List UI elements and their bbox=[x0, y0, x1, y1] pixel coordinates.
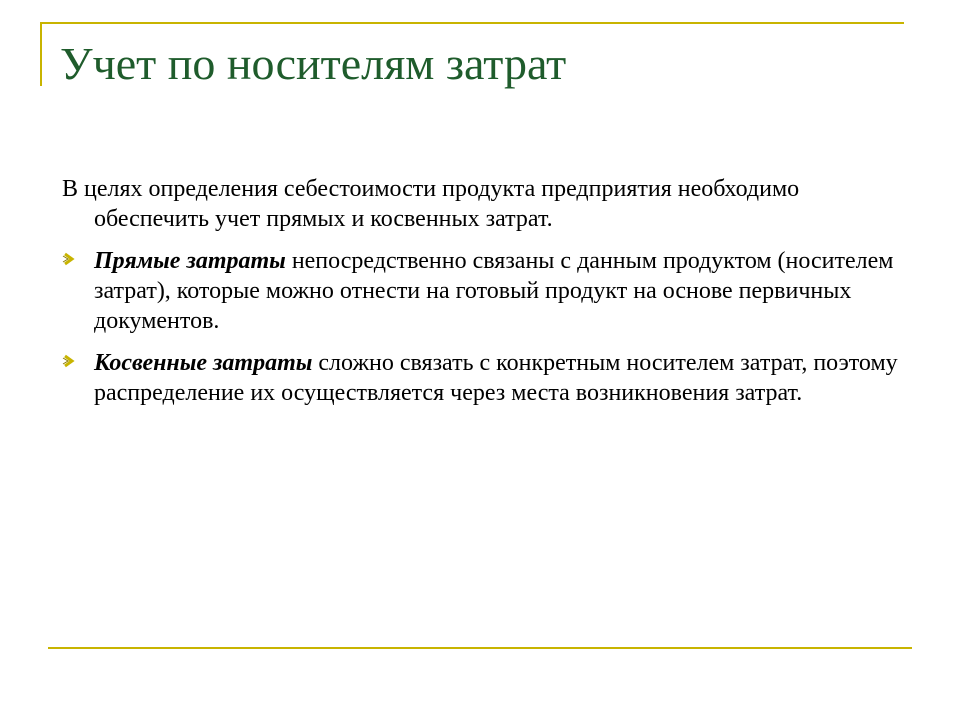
chevron-right-icon bbox=[62, 354, 76, 368]
bullet-text: непосредственно связаны с данным продуктом (носителем затрат), которые можно отнести на готовый продукт на основе первичных документов. bbox=[94, 248, 894, 334]
slide-title: Учет по носителям затрат bbox=[60, 38, 567, 89]
bullet-text: сложно связать с конкретным носителем затрат, поэтому распределение их осуществляется через места возникновения затрат. bbox=[94, 350, 898, 406]
bullet-direct-costs bbox=[62, 246, 902, 336]
bullet-indirect-costs bbox=[62, 348, 902, 408]
chevron-right-icon bbox=[62, 252, 76, 266]
bullet-term: Прямые затраты bbox=[94, 248, 286, 274]
left-accent-rule bbox=[40, 22, 42, 86]
top-accent-rule bbox=[40, 22, 904, 24]
intro-paragraph: В целях определения себестоимости продукта предприятия необходимо обеспечить учет прямых и косвенных затрат. bbox=[62, 176, 800, 232]
slide-body bbox=[62, 174, 902, 420]
bottom-accent-rule bbox=[48, 647, 912, 649]
bullet-term: Косвенные затраты bbox=[94, 350, 313, 376]
